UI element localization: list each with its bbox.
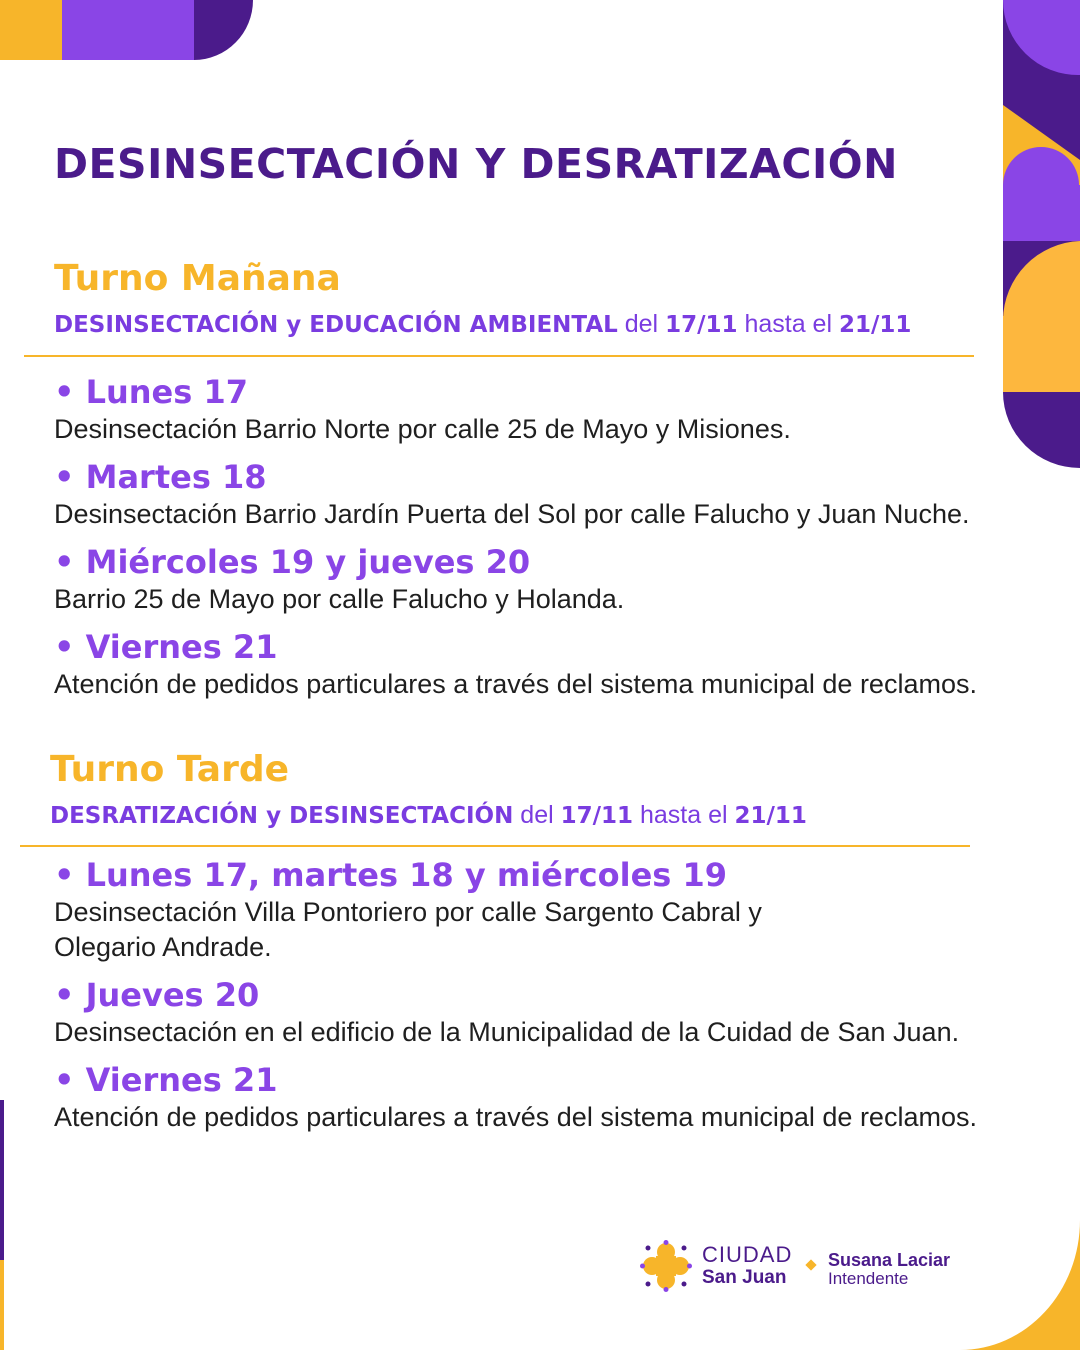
morning-item	[54, 627, 977, 702]
logo-sanjuan-text: San Juan	[702, 1267, 787, 1288]
morning-heading: Turno Mañana	[54, 258, 341, 299]
afternoon-item-text: Desinsectación Villa Pontoriero por calle Sargento Cabral y Olegario Andrade.	[54, 897, 762, 962]
afternoon-item	[54, 1060, 977, 1135]
morning-item-text: Desinsectación Barrio Norte por calle 25 de Mayo y Misiones.	[54, 414, 791, 444]
logo-city-text: CIUDAD	[702, 1242, 793, 1267]
afternoon-item-day: • Lunes 17, martes 18 y miércoles 19	[54, 856, 727, 894]
separator-diamond-icon	[805, 1259, 816, 1270]
morning-divider	[24, 355, 974, 357]
afternoon-item-day: • Jueves 20	[54, 976, 260, 1014]
morning-from-date: 17/11	[665, 312, 738, 338]
morning-subtitle	[54, 310, 911, 339]
morning-item-day: • Lunes 17	[54, 373, 248, 411]
afternoon-to-word: hasta el	[640, 801, 728, 829]
afternoon-to-date: 21/11	[734, 803, 807, 829]
bottom-right-decoration	[960, 1220, 1080, 1350]
afternoon-item-day: • Viernes 21	[54, 1061, 278, 1099]
flower-logo-icon	[640, 1240, 692, 1292]
morning-from-word: del	[624, 310, 659, 338]
morning-item	[54, 542, 624, 617]
afternoon-heading: Turno Tarde	[50, 749, 290, 790]
morning-item-text: Atención de pedidos particulares a través del sistema municipal de reclamos.	[54, 669, 977, 699]
morning-item-day: • Martes 18	[54, 458, 267, 496]
afternoon-item-text: Atención de pedidos particulares a través del sistema municipal de reclamos.	[54, 1102, 977, 1132]
afternoon-subtitle	[50, 801, 807, 830]
mayor-name: Susana Laciar	[828, 1250, 951, 1270]
afternoon-item	[54, 975, 959, 1050]
morning-item	[54, 372, 791, 447]
right-edge-decoration	[1003, 0, 1080, 470]
page-title: DESINSECTACIÓN Y DESRATIZACIÓN	[54, 140, 898, 188]
left-edge-decoration	[0, 1100, 4, 1350]
morning-item	[54, 457, 969, 532]
afternoon-services: DESRATIZACIÓN y DESINSECTACIÓN	[50, 803, 514, 829]
afternoon-from-date: 17/11	[560, 803, 634, 829]
morning-item-text: Barrio 25 de Mayo por calle Falucho y Holanda.	[54, 584, 625, 614]
mayor-role: Intendente	[828, 1269, 909, 1288]
afternoon-divider	[20, 845, 970, 847]
afternoon-item-text: Desinsectación en el edificio de la Municipalidad de la Cuidad de San Juan.	[54, 1017, 960, 1047]
morning-item-text: Desinsectación Barrio Jardín Puerta del Sol por calle Falucho y Juan Nuche.	[54, 499, 970, 529]
afternoon-from-word: del	[520, 801, 554, 829]
top-left-decoration	[0, 0, 260, 62]
morning-item-day: • Viernes 21	[54, 628, 278, 666]
afternoon-item	[54, 855, 844, 965]
morning-to-word: hasta el	[744, 310, 832, 338]
morning-to-date: 21/11	[838, 312, 912, 338]
footer-logo	[640, 1238, 960, 1294]
morning-item-day: • Miércoles 19 y jueves 20	[54, 543, 531, 581]
morning-services: DESINSECTACIÓN y EDUCACIÓN AMBIENTAL	[54, 312, 618, 338]
